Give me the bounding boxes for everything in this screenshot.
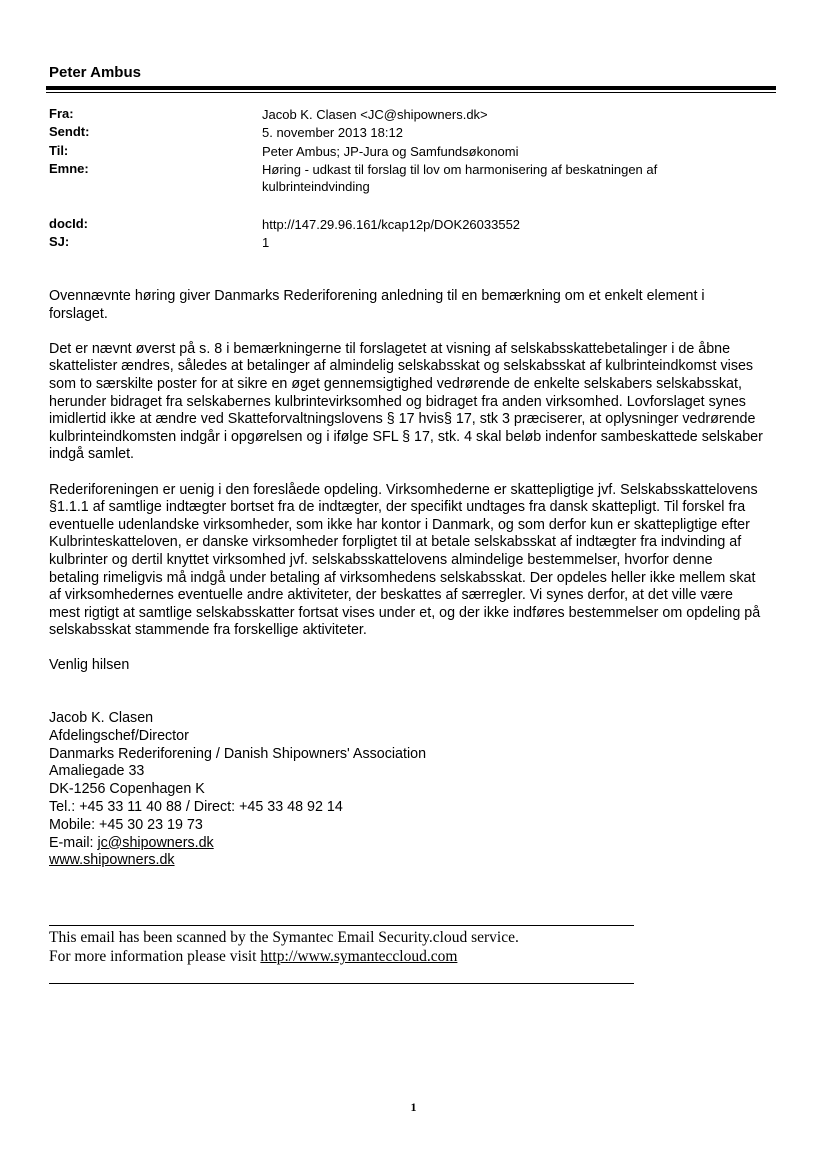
sent-label: Sendt: bbox=[49, 124, 90, 139]
to-value: Peter Ambus; JP-Jura og Samfundsøkonomi bbox=[262, 144, 519, 159]
body-paragraph-3: Rederiforeningen er uenig i den foreslåede opdeling. Virksomhederne er skattepligtige jvf. Selskabsskattelovens §1.1.1 af samtlige indtægter bortset fra de indtægter, der specifikt undtages fra dansk skattepligt. Til forskel fra eventuelle udenlandske virksomheder, som ikke har kontor i Danmark, og som derfor kun er skattepligtige efter Kulbrinteskatteloven, er danske virksomheder forpligtet til at betale selskabsskat af indtægter fra indvinding af kulbrinter og dertil knyttet virksomhed jvf. selskabsskattelovens almindelige bestemmelser, hvorfor denne betaling rimeligvis må indgå under betaling af virksomhedens selskabsskat. Der opdeles heller ikke mellem skat af virksomhedernes eventuelle andre aktiviteter, der beskattes af særregler. Vi synes derfor, at det ville være mest rigtigt at samtlige selskabsskatter fortsat vises under et, og der ikke indføres bestemmelser om opdeling på selskabsskat stammende fra forskellige aktiviteter. bbox=[49, 481, 761, 639]
sender-name: Peter Ambus bbox=[49, 64, 141, 81]
sj-label: SJ: bbox=[49, 234, 70, 249]
signature-phone: Tel.: +45 33 11 40 88 / Direct: +45 33 48 92 14 bbox=[49, 798, 343, 815]
signature-name: Jacob K. Clasen bbox=[49, 710, 154, 726]
docid-label: docId: bbox=[49, 216, 88, 231]
email-link[interactable]: jc@shipowners.dk bbox=[97, 834, 214, 851]
footer-rule-bottom bbox=[49, 983, 634, 984]
body-paragraph-1: Ovennævnte høring giver Danmarks Rederiforening anledning til en bemærkning om et enkelt element i forslaget. bbox=[49, 288, 705, 322]
signature-email-line bbox=[49, 835, 549, 853]
header-rule-thin bbox=[46, 92, 776, 93]
email-prefix: E-mail: bbox=[49, 834, 98, 851]
subject-value: Høring - udkast til forslag til lov om harmonisering af beskatningen af kulbrinteindvinding bbox=[262, 162, 658, 194]
scan-notice-prefix: For more information please visit bbox=[49, 948, 261, 965]
scan-notice bbox=[49, 928, 649, 966]
signature-organization: Danmarks Rederiforening / Danish Shipowners' Association bbox=[49, 745, 427, 762]
sent-value: 5. november 2013 18:12 bbox=[262, 125, 403, 140]
signature-block bbox=[49, 710, 549, 870]
from-label: Fra: bbox=[49, 106, 74, 121]
subject-label: Emne: bbox=[49, 161, 89, 176]
scan-notice-line-2 bbox=[49, 947, 649, 966]
docid-value: http://147.29.96.161/kcap12p/DOK26033552 bbox=[262, 217, 521, 232]
email-body bbox=[49, 288, 764, 693]
body-paragraph-2: Det er nævnt øverst på s. 8 i bemærkningerne til forslagetet at visning af selskabsskattebetalinger i de åbne skattelister ændres, således at betalinger af almindelig selskabsskat og selskabsskat af kulbrinteindkomst vises som to særskilte poster for at sikre en øget gennemsigtighed vedrørende de enkelte selskabers selskabsskat, herunder bidraget fra selskabernes kulbrintevirksomhed og bidraget fra anden virksomhed. Lovforslaget synes imidlertid ikke at ændre ved Skatteforvaltningslovens § 17 hvis§ 17, stk 3 præciserer, at oplysninger vedrørende kulbrinteindkomsten indgår i opgørelsen og i ifølge SFL § 17, stk. 4 skal beløb indenfor sambeskattede selskaber indgå samlet. bbox=[49, 340, 763, 463]
signature-mobile: Mobile: +45 30 23 19 73 bbox=[49, 816, 203, 833]
scan-notice-line-1: This email has been scanned by the Symantec Email Security.cloud service. bbox=[49, 929, 519, 946]
header-rule bbox=[46, 86, 776, 90]
footer-rule-top bbox=[49, 925, 634, 926]
page-number: 1 bbox=[410, 1100, 417, 1114]
website-link[interactable]: www.shipowners.dk bbox=[49, 852, 175, 869]
signature-title: Afdelingschef/Director bbox=[49, 727, 189, 744]
symantec-link[interactable]: http://www.symanteccloud.com bbox=[260, 948, 458, 965]
signature-city: DK-1256 Copenhagen K bbox=[49, 781, 205, 798]
signature-street: Amaliegade 33 bbox=[49, 763, 145, 780]
closing: Venlig hilsen bbox=[49, 657, 130, 674]
sj-value: 1 bbox=[262, 235, 270, 250]
from-value: Jacob K. Clasen <JC@shipowners.dk> bbox=[262, 107, 488, 122]
to-label: Til: bbox=[49, 143, 69, 158]
